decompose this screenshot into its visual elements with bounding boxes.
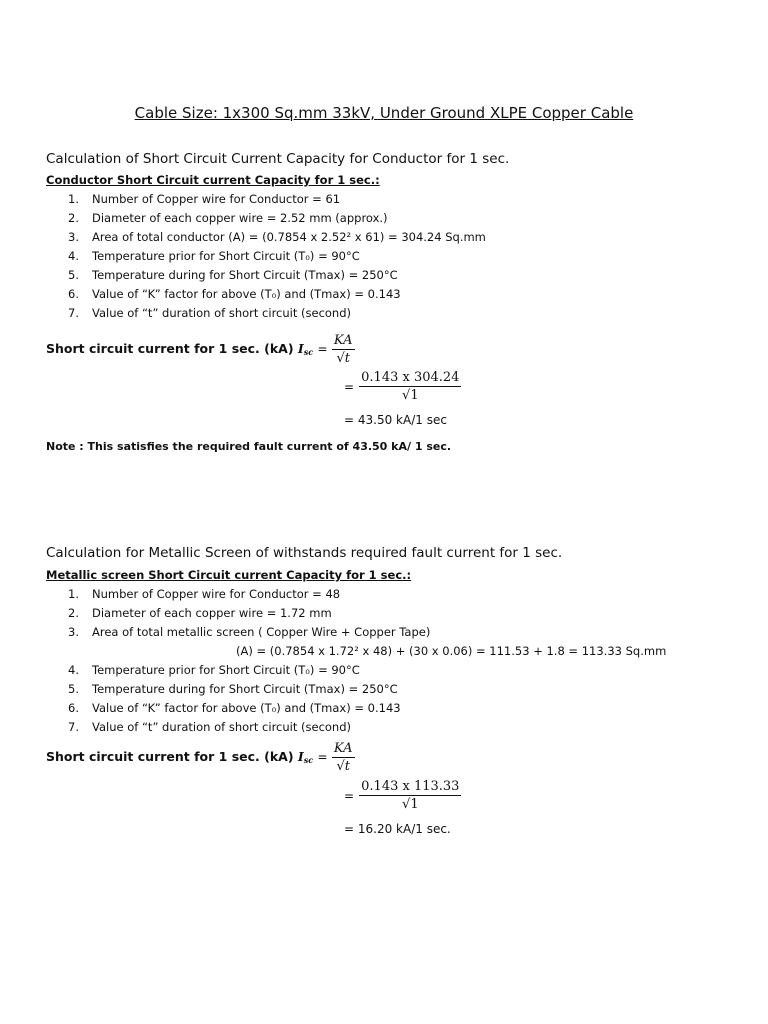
document-title: Cable Size: 1x300 Sq.mm 33kV, Under Ground XLPE Copper Cable [134, 104, 634, 122]
calculation-step: = $\frac{0.143 x 113.33}{√1}$ [344, 779, 460, 812]
isc-symbol: Isc [297, 749, 314, 765]
formula-label: Short circuit current for 1 sec. (kA) [46, 341, 294, 356]
section1-heading: Calculation of Short Circuit Current Capacity for Conductor for 1 sec. [46, 151, 510, 167]
isc-symbol: Isc [297, 341, 314, 357]
list-item: 1. Number of Copper wire for Conductor = 48 [68, 587, 341, 601]
list-item: 7. Value of “t” duration of short circuit (second) [68, 306, 352, 320]
formula-fraction: $\frac{KA}{√t}$ [333, 333, 353, 366]
area-continuation: (A) = (0.7854 x 1.72² x 48) + (30 x 0.06) = 111.53 + 1.8 = 113.33 Sq.mm [236, 644, 667, 658]
list-item: 3. Area of total conductor (A) = (0.7854 x 2.52² x 61) = 304.24 Sq.mm [68, 230, 486, 244]
list-item: 7. Value of “t” duration of short circuit (second) [68, 720, 352, 734]
list-item: 2. Diameter of each copper wire = 1.72 mm [68, 606, 332, 620]
calculation-step: = $\frac{0.143 x 304.24}{√1}$ [344, 370, 460, 403]
list-item: 3. Area of total metallic screen ( Copper Wire + Copper Tape) [68, 625, 431, 639]
list-item: 4. Temperature prior for Short Circuit (T₀) = 90°C [68, 249, 360, 263]
step-fraction: $\frac{0.143 x 304.24}{√1}$ [361, 370, 460, 403]
list-item: 4. Temperature prior for Short Circuit (T₀) = 90°C [68, 663, 360, 677]
list-item: 6. Value of “K” factor for above (T₀) and (Tmax) = 0.143 [68, 287, 401, 301]
list-item: 5. Temperature during for Short Circuit (Tmax) = 250°C [68, 682, 398, 696]
calculation-result: = 43.50 kA/1 sec [344, 413, 447, 427]
step-fraction: $\frac{0.143 x 113.33}{√1}$ [361, 779, 460, 812]
list-item: 5. Temperature during for Short Circuit (Tmax) = 250°C [68, 268, 398, 282]
formula-label: Short circuit current for 1 sec. (kA) [46, 749, 294, 764]
calculation-result: = 16.20 kA/1 sec. [344, 822, 451, 836]
section2-heading: Calculation for Metallic Screen of withstands required fault current for 1 sec. [46, 545, 563, 561]
list-item: 1. Number of Copper wire for Conductor = 61 [68, 192, 341, 206]
section1-subheading: Conductor Short Circuit current Capacity for 1 sec.: [46, 173, 380, 187]
formula-row: Short circuit current for 1 sec. (kA) Isc = $\frac{KA}{√t}$ [46, 741, 353, 774]
note-text: Note : This satisfies the required fault current of 43.50 kA/ 1 sec. [46, 440, 452, 453]
list-item: 6. Value of “K” factor for above (T₀) and (Tmax) = 0.143 [68, 701, 401, 715]
formula-row: Short circuit current for 1 sec. (kA) Isc = $\frac{KA}{√t}$ [46, 333, 353, 366]
formula-fraction: $\frac{KA}{√t}$ [333, 741, 353, 774]
list-item: 2. Diameter of each copper wire = 2.52 mm (approx.) [68, 211, 388, 225]
section2-subheading: Metallic screen Short Circuit current Capacity for 1 sec.: [46, 568, 412, 582]
